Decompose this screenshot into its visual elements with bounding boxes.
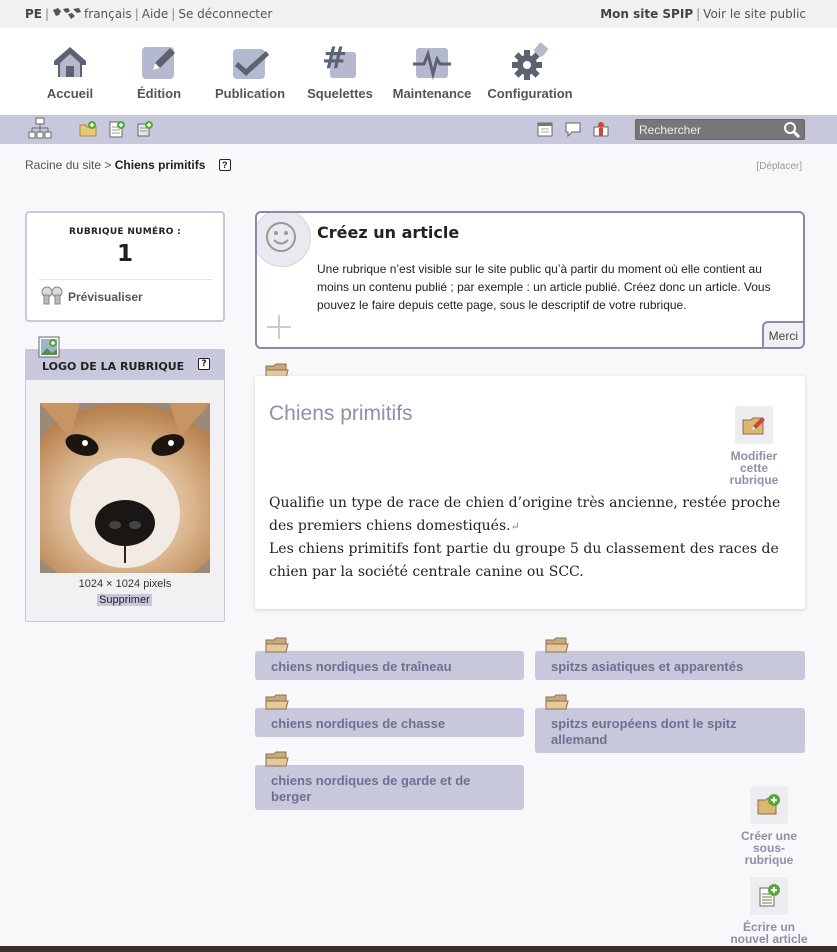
nav-label: Publication [214,86,286,101]
calendar-icon[interactable] [536,120,554,138]
breadcrumb-current: Chiens primitifs [114,158,206,172]
rubrique-content [255,376,805,609]
nav-item-accueil[interactable] [20,42,120,101]
move-link[interactable]: [Déplacer] [756,161,802,172]
nav-label: Squelettes [307,86,373,101]
top-bar [0,0,837,28]
sub-rubrique-item[interactable] [255,708,524,737]
add-image-icon[interactable] [38,336,60,358]
folder-icon [545,636,569,654]
notice-body: Une rubrique n’est visible sur le site public qu’à partir du moment où elle contient au moins un contenu publié ; par exemple : un article publié. Créez donc un article. Vous pouvez le faire depuis cette page, sous le descriptif de votre rubrique. [317,262,771,312]
svg-text:#: # [322,42,348,76]
user-initials-link[interactable]: PE [25,7,42,21]
notice-title: Créez un article [317,223,460,242]
line-break-icon: ↵ [510,519,520,533]
nav-item-edition[interactable] [109,42,209,101]
rubrique-logo-image [40,403,210,573]
folder-icon [265,750,289,768]
site-tree-icon[interactable] [28,117,52,141]
rubrique-number-box [25,211,225,322]
help-icon[interactable]: ? [219,159,231,171]
nav-label: Édition [136,86,182,101]
edit-rubrique-button[interactable] [723,406,785,486]
hash-icon [320,42,360,82]
view-site-link[interactable]: Voir le site public [703,7,806,21]
author-icon[interactable] [592,120,610,138]
folder-icon [265,693,289,711]
search-input[interactable] [639,121,779,138]
sub-rubrique-item[interactable] [535,708,805,753]
rubrique-title: Chiens primitifs [269,402,413,425]
top-bar-left: PE | français | Aide | Se déconnecter [25,7,273,21]
description-paragraph-2: Les chiens primitifs font partie du groupe 5 du classement des races de chien par la société centrale canine ou SCC. [269,541,779,580]
preview-label: Prévisualiser [68,290,143,304]
globe-icon [52,7,82,20]
plus-icon [265,313,293,341]
sub-rubrique-label: chiens nordiques de traîneau [271,659,452,674]
sub-rubrique-label: spitzs européens dont le spitz allemand [551,716,737,747]
breadcrumb-root-link[interactable]: Racine du site [25,158,102,172]
nav-label: Accueil [46,86,94,101]
folder-icon [265,636,289,654]
nav-label: Maintenance [392,86,472,101]
logo-box [25,349,225,622]
rubrique-description [269,492,789,583]
logo-box-title: LOGO DE LA RUBRIQUE [42,360,185,373]
sub-rubrique-label: chiens nordiques de garde et de berger [271,773,471,804]
help-icon[interactable]: ? [198,358,210,370]
help-link[interactable]: Aide [141,7,169,21]
write-article-button[interactable] [730,877,808,945]
binoculars-icon [41,286,65,306]
check-icon [230,42,270,82]
search-box [635,119,805,140]
sub-rubrique-label: spitzs asiatiques et apparentés [551,659,744,674]
divider [39,279,213,280]
pulse-icon [412,42,452,82]
smiley-icon [255,211,311,267]
new-article-icon [750,877,788,915]
sub-rubrique-item[interactable] [535,651,805,680]
search-icon[interactable] [783,121,801,139]
tool-strip [0,115,837,144]
merci-button[interactable]: Merci [762,321,805,349]
sub-rubrique-item[interactable] [255,651,524,680]
dog-face-image [40,403,210,573]
new-folder-icon[interactable] [79,120,97,138]
nav-item-configuration[interactable] [480,42,580,101]
nav-label: Configuration [487,86,573,101]
breadcrumb [25,158,231,172]
preview-link[interactable] [41,286,143,306]
edit-rubrique-label: Modifier cette rubrique [729,449,779,487]
sub-rubrique-label: chiens nordiques de chasse [271,716,446,731]
create-sub-rubrique-button[interactable] [730,786,808,866]
delete-logo-link[interactable]: Supprimer [99,594,150,606]
pencil-icon [139,42,179,82]
create-sub-rubrique-label: Créer une sous-rubrique [740,829,798,867]
nav-item-squelettes[interactable] [290,42,390,101]
new-article-icon[interactable] [108,120,126,138]
folder-icon [545,693,569,711]
bottom-edge [0,946,837,952]
rubrique-number: 1 [116,241,133,267]
new-folder-icon [750,786,788,824]
nav-item-publication[interactable] [200,42,300,101]
sub-rubrique-item[interactable] [255,765,524,810]
breadcrumb-separator: > [104,158,112,172]
nav-item-maintenance[interactable] [382,42,482,101]
rubrique-number-caption: RUBRIQUE NUMÉRO : [69,227,181,237]
home-icon [50,42,90,82]
message-icon[interactable] [564,120,582,138]
logout-link[interactable]: Se déconnecter [178,7,273,21]
create-article-notice [255,211,805,349]
description-paragraph-1: Qualifie un type de race de chien d’origine très ancienne, restée proche des premiers chiens domestiqués. [269,495,781,534]
write-article-label: Écrire un nouvel article [730,920,808,946]
edit-icon [735,406,773,444]
site-name-link[interactable]: Mon site SPIP [600,7,694,21]
top-bar-right: Mon site SPIP | Voir le site public [600,7,806,21]
new-breve-icon[interactable] [136,120,154,138]
logo-dimensions: 1024 × 1024 pixels [78,578,172,590]
language-link[interactable]: français [84,7,132,21]
gear-icon [510,42,550,82]
main-nav [0,28,837,115]
